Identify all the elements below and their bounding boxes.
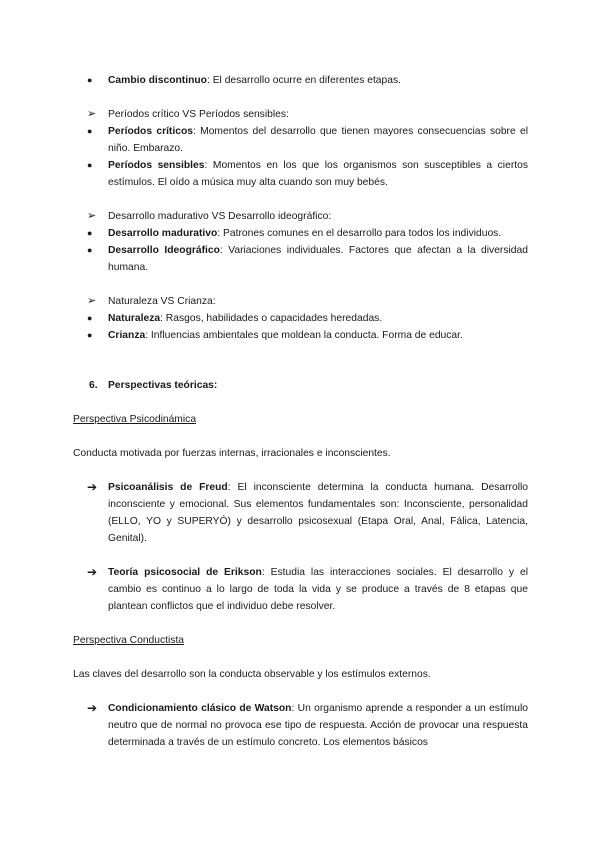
section-number: 6. — [89, 380, 98, 391]
bullet-text: : Momentos del desarrollo que tienen mayores consecuencias sobre el niño. Embarazo. — [108, 126, 528, 154]
arrowhead-icon: ➢ — [87, 295, 97, 307]
bullet-term: Períodos críticos — [108, 126, 193, 137]
bullet-cambio-discontinuo — [87, 72, 528, 89]
bullet-naturaleza — [87, 310, 528, 327]
item-text: : El inconsciente determina la conducta humana. Desarrollo inconsciente y emocional. Sus elementos fundamentales son: Inconsciente, personalidad (ELLO, YO y SUPERYÓ) y desarrollo psicosexual (Etapa Oral, Anal, Fálica, Latencia, Genital). — [108, 482, 529, 544]
item-text: : Estudia las interacciones sociales. El desarrollo y el cambio es continuo a lo largo de toda la vida y se produce a través de 8 etapas que plantean conflictos que el individuo debe resolver. — [108, 567, 528, 612]
bullet-text: : Patrones comunes en el desarrollo para todos los individuos. — [217, 228, 502, 239]
bullet-term: Crianza — [108, 330, 146, 341]
intro-psicodinamica: Conducta motivada por fuerzas internas, irracionales e inconscientes. — [73, 448, 391, 459]
item-term: Teoría psicosocial de Erikson — [108, 567, 262, 578]
group-title-criticos — [87, 106, 528, 123]
subsection-title-conductista: Perspectiva Conductista — [73, 635, 185, 646]
group-title-text: Períodos crítico VS Períodos sensibles: — [108, 109, 289, 120]
bullet-term: Naturaleza — [108, 313, 161, 324]
bullet-dot-icon: ● — [87, 75, 93, 85]
bullet-term: Períodos sensibles — [108, 160, 205, 171]
bullet-term: Cambio discontinuo — [108, 75, 207, 86]
bullet-term: Desarrollo madurativo — [108, 228, 218, 239]
bullet-dot-icon: ● — [87, 245, 93, 255]
item-text: : Un organismo aprende a responder a un estímulo neutro que de normal no provoca ese tipo de respuesta. Acción de provocar una respuesta determinada a través de un estímulo concreto. Los elementos básicos — [108, 703, 528, 748]
section-title: Perspectivas teóricas: — [108, 380, 218, 391]
section-heading-6 — [89, 377, 217, 394]
intro-conductista: Las claves del desarrollo son la conducta observable y los estímulos externos. — [73, 669, 431, 680]
item-term: Condicionamiento clásico de Watson — [108, 703, 292, 714]
subsection-title-psicodinamica: Perspectiva Psicodinámica — [73, 414, 197, 425]
bullet-term: Desarrollo Ideográfico — [108, 245, 220, 256]
group-title-text: Naturaleza VS Crianza: — [108, 296, 216, 307]
bullet-dot-icon: ● — [87, 126, 93, 136]
bullet-desarrollo-ideografico — [87, 242, 528, 276]
bullet-periodos-sensibles — [87, 157, 528, 191]
item-erikson — [87, 564, 528, 615]
group-title-madurativo — [87, 208, 528, 225]
bullet-dot-icon: ● — [87, 313, 93, 323]
bullet-dot-icon: ● — [87, 228, 93, 238]
arrow-right-icon: ➔ — [87, 565, 98, 579]
bullet-text: : El desarrollo ocurre en diferentes etapas. — [206, 75, 402, 86]
arrowhead-icon: ➢ — [87, 210, 97, 222]
bullet-crianza — [87, 327, 528, 344]
group-title-naturaleza — [87, 293, 528, 310]
arrow-right-icon: ➔ — [87, 701, 98, 715]
bullet-dot-icon: ● — [87, 330, 93, 340]
bullet-text: : Rasgos, habilidades o capacidades heredadas. — [160, 313, 383, 324]
arrowhead-icon: ➢ — [87, 108, 97, 120]
bullet-text: : Influencias ambientales que moldean la conducta. Forma de educar. — [145, 330, 463, 341]
item-watson — [87, 700, 528, 751]
bullet-desarrollo-madurativo — [87, 225, 528, 242]
bullet-dot-icon: ● — [87, 160, 93, 170]
arrow-right-icon: ➔ — [87, 480, 98, 494]
bullet-text: : Momentos en los que los organismos son susceptibles a ciertos estímulos. El oído a música muy alta cuando son muy bebés. — [108, 160, 528, 188]
group-title-text: Desarrollo madurativo VS Desarrollo ideográfico: — [108, 211, 332, 222]
bullet-text: : Variaciones individuales. Factores que afectan a la diversidad humana. — [108, 245, 528, 273]
item-term: Psicoanálisis de Freud — [108, 482, 228, 493]
bullet-periodos-criticos — [87, 123, 528, 157]
item-freud — [87, 479, 529, 547]
